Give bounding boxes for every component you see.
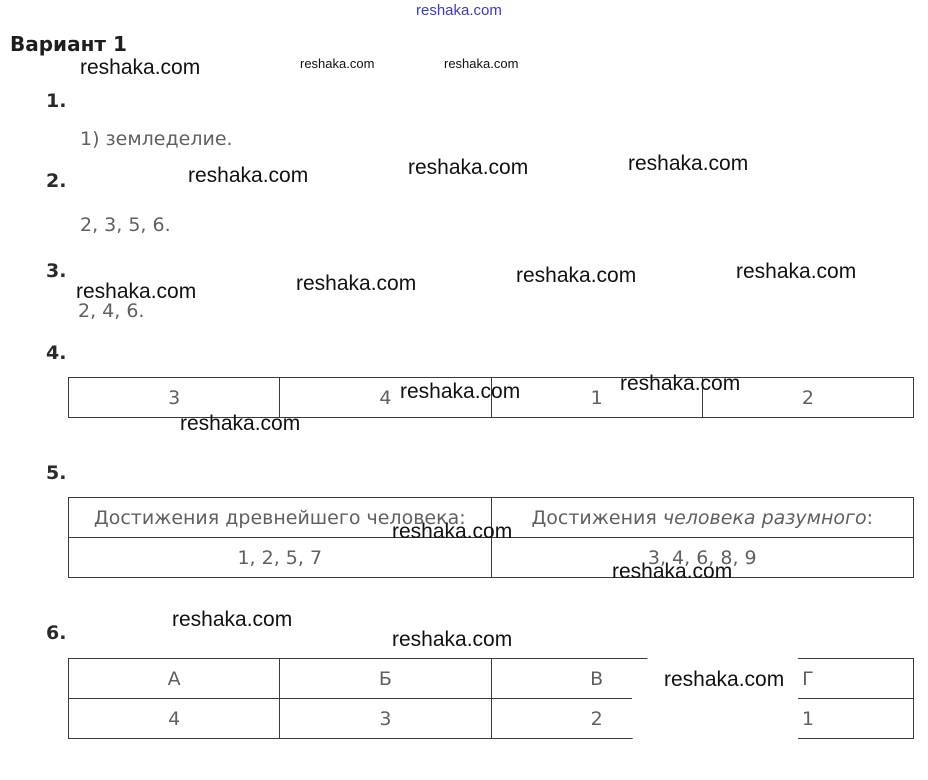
watermark-top: reshaka.com xyxy=(416,2,502,19)
watermark: reshaka.com xyxy=(444,56,519,71)
task-2-number: 2. xyxy=(46,170,67,192)
header-right-italic: человека разумного xyxy=(662,506,867,529)
task-3-answer: 2, 4, 6. xyxy=(78,300,145,322)
task-4-cell: 3 xyxy=(69,378,280,418)
task-5-values-right: 3, 4, 6, 8, 9 xyxy=(491,538,914,578)
watermark: reshaka.com xyxy=(620,372,741,395)
task-4-number: 4. xyxy=(46,342,67,364)
watermark: reshaka.com xyxy=(300,56,375,71)
watermark: reshaka.com xyxy=(392,628,513,651)
task-6-letter: В xyxy=(491,659,702,699)
header-right-prefix: Достижения xyxy=(531,506,663,529)
task-4-cell: 1 xyxy=(491,378,702,418)
watermark: reshaka.com xyxy=(612,560,733,583)
watermark: reshaka.com xyxy=(736,260,857,283)
task-1-answer: 1) земледелие. xyxy=(80,128,233,150)
watermark: reshaka.com xyxy=(172,608,293,631)
variant-title: Вариант 1 xyxy=(10,32,127,56)
watermark: reshaka.com xyxy=(516,264,637,287)
task-5-values-left: 1, 2, 5, 7 xyxy=(69,538,492,578)
task-6-letter: А xyxy=(69,659,280,699)
task-6-number: 6. xyxy=(46,622,67,644)
task-4-cell: 2 xyxy=(702,378,913,418)
task-3-number: 3. xyxy=(46,260,67,282)
watermark: reshaka.com xyxy=(628,152,749,175)
task-2-answer: 2, 3, 5, 6. xyxy=(80,214,171,236)
watermark: reshaka.com xyxy=(76,280,197,303)
task-5-header-right xyxy=(491,498,914,538)
task-6-letter: Б xyxy=(280,659,491,699)
task-6-letter: Г xyxy=(702,659,913,699)
task-6-value: 2 xyxy=(491,699,702,739)
task-6-value: 4 xyxy=(69,699,280,739)
watermark: reshaka.com xyxy=(296,272,417,295)
watermark: reshaka.com xyxy=(80,56,201,79)
watermark: reshaka.com xyxy=(392,520,513,543)
watermark: reshaka.com xyxy=(664,668,785,691)
task-1-number: 1. xyxy=(46,90,67,112)
header-right-suffix: : xyxy=(866,506,874,529)
watermark: reshaka.com xyxy=(188,164,309,187)
task-5-header-left: Достижения древнейшего человека: xyxy=(69,498,492,538)
watermark: reshaka.com xyxy=(408,156,529,179)
erased-patch xyxy=(632,650,798,762)
watermark: reshaka.com xyxy=(400,380,521,403)
task-5-number: 5. xyxy=(46,462,67,484)
task-4-cell: 4 xyxy=(280,378,491,418)
task-6-value: 1 xyxy=(702,699,913,739)
task-6-value: 3 xyxy=(280,699,491,739)
watermark: reshaka.com xyxy=(180,412,301,435)
